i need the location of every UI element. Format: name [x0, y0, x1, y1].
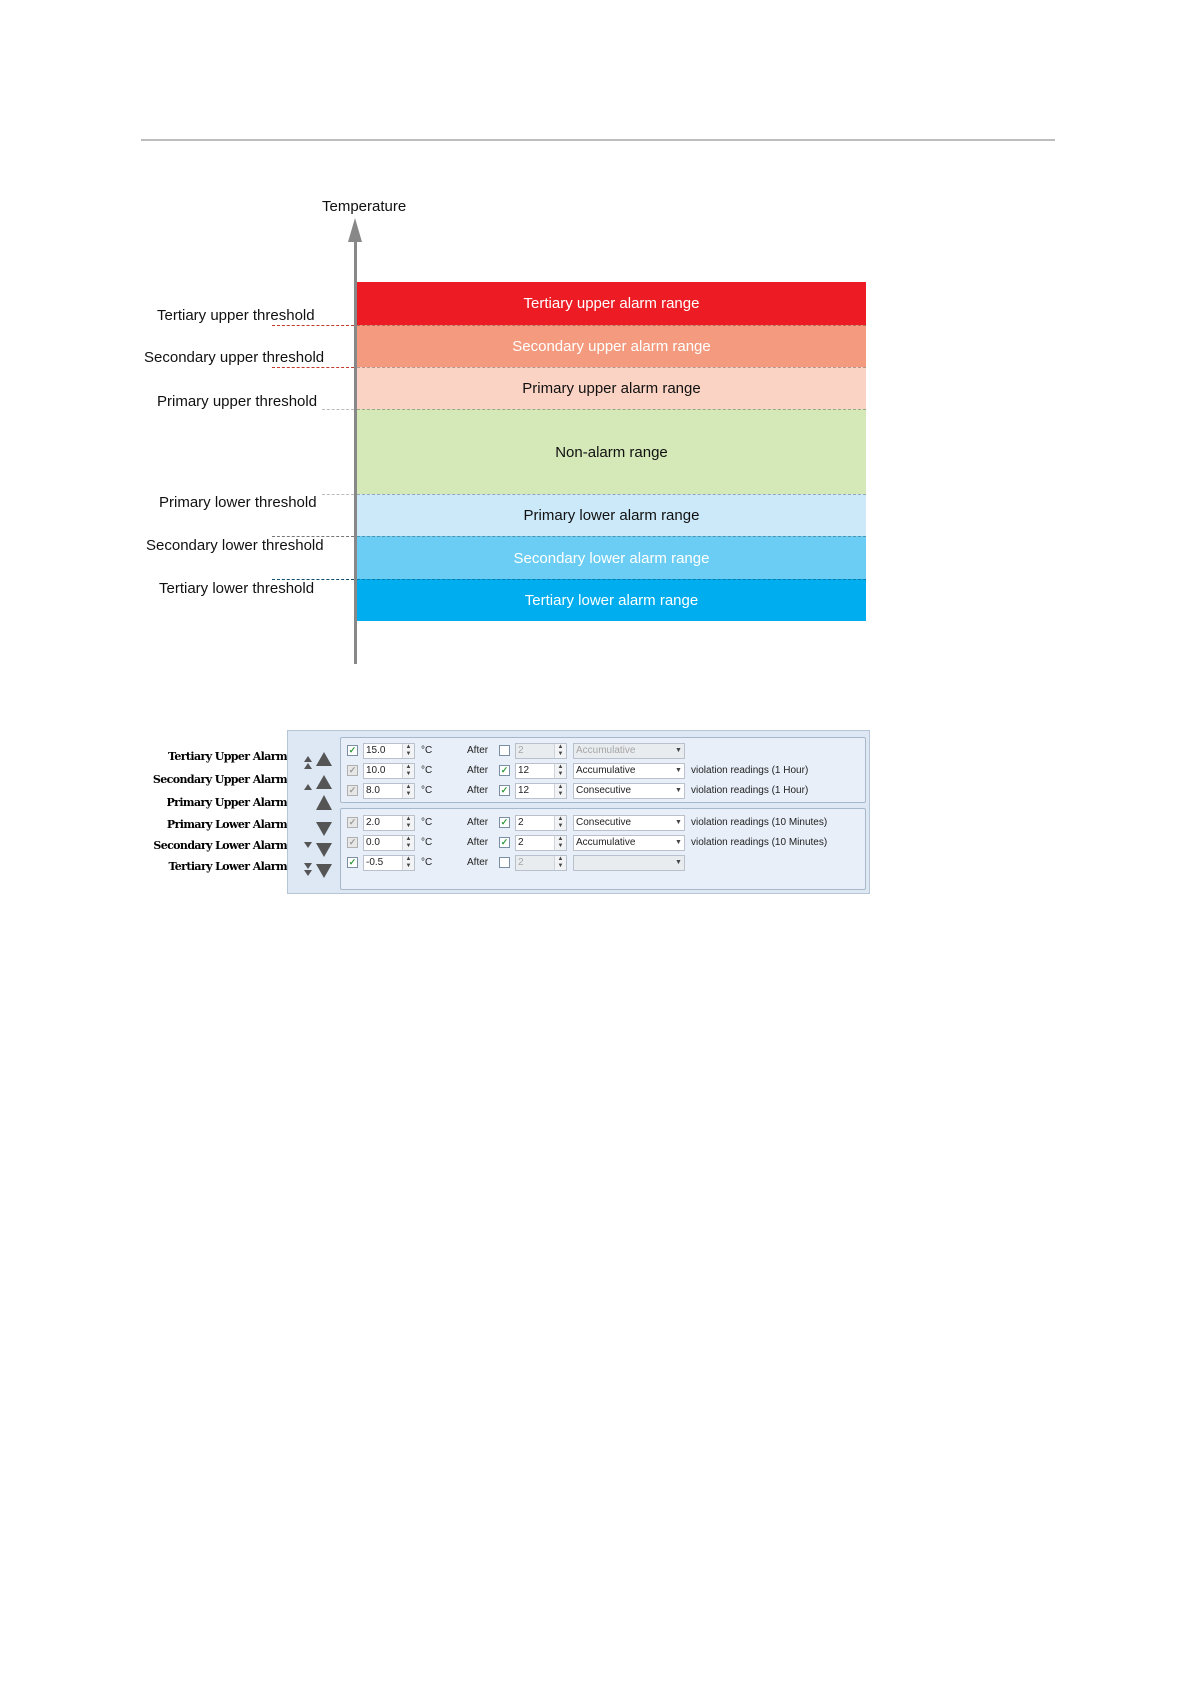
count-spinner[interactable]: [515, 855, 567, 871]
after-label: After: [467, 745, 489, 756]
threshold-label: Secondary lower threshold: [146, 537, 324, 554]
count-spinner[interactable]: [515, 835, 567, 851]
count-spinner[interactable]: [515, 743, 567, 759]
threshold-spinner[interactable]: [363, 763, 415, 779]
lower-alarm-group: [340, 808, 866, 890]
band-primary-lower: Primary lower alarm range: [357, 494, 866, 536]
band-non-alarm: Non-alarm range: [357, 409, 866, 494]
after-label: After: [467, 765, 489, 776]
count-spinner[interactable]: [515, 815, 567, 831]
after-checkbox[interactable]: [499, 857, 510, 868]
mode-dropdown[interactable]: [573, 783, 685, 799]
mode-dropdown[interactable]: [573, 815, 685, 831]
mode-dropdown[interactable]: [573, 855, 685, 871]
band-primary-upper: Primary upper alarm range: [357, 367, 866, 409]
spinner-arrows-icon[interactable]: ▲ ▼: [554, 856, 566, 870]
primary-lower-icon: [316, 822, 332, 836]
threshold-value: 2.0: [366, 817, 380, 828]
count-value: 12: [518, 765, 530, 776]
threshold-line: [272, 536, 354, 537]
tertiary-lower-icon: [304, 863, 332, 878]
after-checkbox[interactable]: ✓: [500, 837, 509, 847]
spinner-arrows-icon[interactable]: ▲ ▼: [554, 784, 566, 798]
threshold-line: [272, 579, 354, 580]
unit-label: °C: [421, 785, 433, 796]
band-secondary-lower: Secondary lower alarm range: [357, 536, 866, 579]
threshold-line: [272, 367, 354, 368]
threshold-spinner[interactable]: [363, 815, 415, 831]
mode-dropdown[interactable]: [573, 835, 685, 851]
secondary-lower-icon: [304, 842, 332, 857]
row-label: Secondary Lower Alarm: [153, 839, 287, 852]
after-label: After: [467, 857, 489, 868]
count-value: 12: [518, 785, 530, 796]
chevron-down-icon[interactable]: ▼: [675, 767, 682, 774]
count-spinner[interactable]: [515, 783, 567, 799]
threshold-label: Tertiary upper threshold: [157, 307, 315, 324]
violation-suffix: violation readings (10 Minutes): [691, 837, 828, 848]
enable-checkbox[interactable]: ✓: [348, 765, 357, 775]
violation-suffix: violation readings (1 Hour): [691, 785, 809, 796]
after-label: After: [467, 817, 489, 828]
count-value: 2: [518, 837, 524, 848]
unit-label: °C: [421, 817, 433, 828]
spinner-arrows-icon[interactable]: ▲ ▼: [554, 836, 566, 850]
mode-dropdown[interactable]: [573, 743, 685, 759]
threshold-spinner[interactable]: [363, 783, 415, 799]
row-label: Primary Lower Alarm: [166, 818, 287, 831]
alarm-icon-column: [288, 731, 340, 893]
threshold-label: Tertiary lower threshold: [159, 580, 315, 597]
count-value: 2: [518, 745, 524, 756]
threshold-label: Primary upper threshold: [157, 393, 318, 410]
after-checkbox[interactable]: ✓: [500, 785, 509, 795]
spinner-arrows-icon[interactable]: ▲ ▼: [402, 764, 414, 778]
chevron-down-icon[interactable]: ▼: [675, 747, 682, 754]
spinner-arrows-icon[interactable]: ▲ ▼: [554, 744, 566, 758]
upper-alarm-group: [340, 737, 866, 803]
enable-checkbox[interactable]: ✓: [348, 817, 357, 827]
threshold-value: -0.5: [366, 857, 384, 868]
mode-dropdown[interactable]: [573, 763, 685, 779]
tertiary-upper-icon: [304, 752, 332, 769]
violation-suffix: violation readings (10 Minutes): [691, 817, 828, 828]
enable-checkbox[interactable]: ✓: [348, 745, 357, 755]
enable-checkbox[interactable]: ✓: [348, 857, 357, 867]
threshold-value: 0.0: [366, 837, 380, 848]
threshold-line: [322, 409, 354, 410]
threshold-label: Secondary upper threshold: [144, 349, 325, 366]
threshold-label: Primary lower threshold: [159, 494, 317, 511]
spinner-arrows-icon[interactable]: ▲ ▼: [402, 744, 414, 758]
count-value: 2: [518, 817, 524, 828]
chevron-down-icon[interactable]: ▼: [675, 839, 682, 846]
primary-upper-icon: [316, 795, 332, 810]
enable-checkbox[interactable]: ✓: [348, 837, 357, 847]
band-secondary-upper: Secondary upper alarm range: [357, 325, 866, 367]
after-label: After: [467, 785, 489, 796]
mode-value: Accumulative: [576, 837, 636, 848]
alarm-range-diagram: [0, 0, 1191, 680]
threshold-value: 10.0: [366, 765, 386, 776]
unit-label: °C: [421, 857, 433, 868]
after-checkbox[interactable]: ✓: [500, 765, 509, 775]
spinner-arrows-icon[interactable]: ▲ ▼: [402, 816, 414, 830]
count-value: 2: [518, 857, 524, 868]
alarm-row-secondary-lower: [341, 834, 865, 853]
spinner-arrows-icon[interactable]: ▲ ▼: [554, 816, 566, 830]
alarm-settings-panel: [287, 730, 870, 894]
chevron-down-icon[interactable]: ▼: [675, 787, 682, 794]
row-label: Primary Upper Alarm: [166, 796, 287, 809]
threshold-value: 8.0: [366, 785, 380, 796]
mode-value: Accumulative: [576, 765, 636, 776]
alarm-row-primary-upper: [341, 782, 865, 801]
row-label: Tertiary Upper Alarm: [168, 750, 287, 763]
chevron-down-icon[interactable]: ▼: [675, 859, 682, 866]
row-label: Secondary Upper Alarm: [152, 773, 287, 786]
violation-suffix: violation readings (1 Hour): [691, 765, 809, 776]
secondary-upper-icon: [304, 775, 332, 790]
alarm-level-icons: [288, 731, 340, 895]
mode-value: Consecutive: [576, 785, 632, 796]
enable-checkbox[interactable]: ✓: [348, 785, 357, 795]
threshold-line: [272, 325, 354, 326]
after-label: After: [467, 837, 489, 848]
spinner-arrows-icon[interactable]: ▲ ▼: [402, 836, 414, 850]
spinner-arrows-icon[interactable]: ▲ ▼: [402, 784, 414, 798]
band-tertiary-lower: Tertiary lower alarm range: [357, 579, 866, 621]
spinner-arrows-icon[interactable]: ▲ ▼: [402, 856, 414, 870]
alarm-row-tertiary-upper: [341, 742, 865, 761]
after-checkbox[interactable]: ✓: [500, 817, 509, 827]
band-tertiary-upper: Tertiary upper alarm range: [357, 282, 866, 325]
alarm-row-secondary-upper: [341, 762, 865, 781]
spinner-arrows-icon[interactable]: ▲ ▼: [554, 764, 566, 778]
row-label: Tertiary Lower Alarm: [168, 860, 287, 873]
unit-label: °C: [421, 745, 433, 756]
unit-label: °C: [421, 765, 433, 776]
chevron-down-icon[interactable]: ▼: [675, 819, 682, 826]
axis-title: Temperature: [322, 198, 407, 215]
mode-value: Consecutive: [576, 817, 632, 828]
threshold-spinner[interactable]: [363, 835, 415, 851]
mode-value: Accumulative: [576, 745, 636, 756]
count-spinner[interactable]: [515, 763, 567, 779]
threshold-spinner[interactable]: [363, 855, 415, 871]
threshold-line: [322, 494, 354, 495]
unit-label: °C: [421, 837, 433, 848]
threshold-value: 15.0: [366, 745, 386, 756]
alarm-row-primary-lower: [341, 814, 865, 833]
alarm-row-tertiary-lower: [341, 854, 865, 873]
after-checkbox[interactable]: [499, 745, 510, 756]
threshold-spinner[interactable]: [363, 743, 415, 759]
